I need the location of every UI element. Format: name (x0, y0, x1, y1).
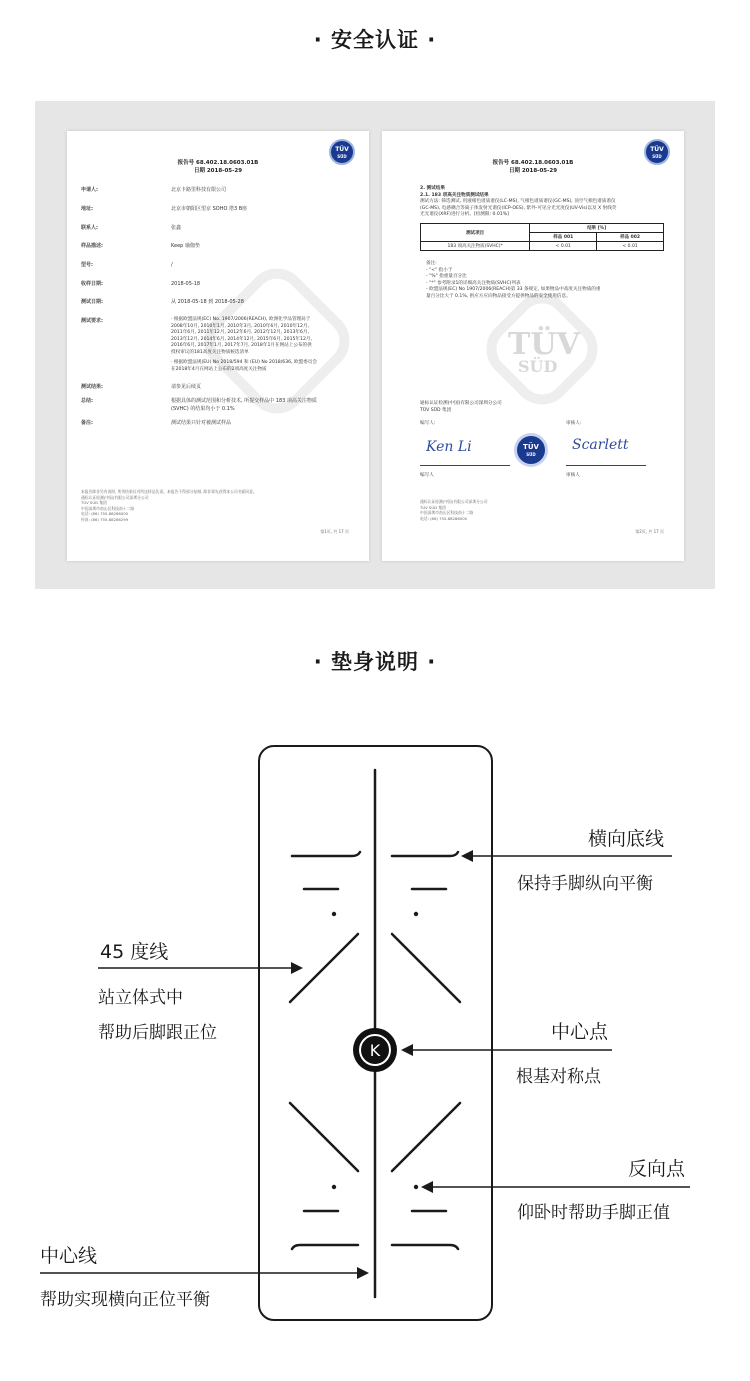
center-line-title: 中心线 (40, 1245, 98, 1267)
report-footer: 本报告除非另有说明, 所列结果仅对所送样品负责。本报告不得部分复制, 除非事先获得本公司书面同意。 通标认证检测(中国)有限公司深圳分公司 TÜV SÜD 集团 中国深圳市南山区科技南十二路 电话: (86) 755-88286000 传真: (86) 755-88286299 (81, 489, 257, 522)
reverse-point-title: 反向点 (628, 1158, 686, 1180)
dot-bottom-left (332, 1185, 336, 1189)
reviewer-label-bottom: 审核人 (566, 473, 580, 478)
line-45-title: 45 度线 (100, 941, 169, 963)
top-base-line-right (392, 852, 458, 856)
report-date: 日期 2018-05-29 (508, 168, 558, 174)
watermark-sud: SÜD (518, 357, 558, 376)
center-point-desc: 根基对称点 (516, 1067, 601, 1087)
field-row: 备注: 测试结果只针对被测试样品 (81, 420, 232, 426)
mat-description-title: · 垫身说明 · (313, 650, 437, 674)
center-line-desc: 帮助实现横向正位平衡 (40, 1290, 210, 1310)
dot-top-right (414, 912, 418, 916)
field-row: 申请人: 北京卡路里科技有限公司 (81, 187, 227, 193)
field-row: (SVHC) 的结果均小于 0.1% (171, 406, 235, 412)
field-row: 收样日期: 2018-05-18 (81, 281, 201, 287)
page-number: 第2页, 共 17 页 (635, 529, 664, 534)
field-row: 地址: 北京市朝阳区望京 SOHO 塔3 B座 (81, 206, 248, 212)
field-row: 联系人: 张鑫 (81, 225, 182, 231)
report-date: 日期 2018-05-29 (193, 168, 243, 174)
field-row: 总结: 根据具体的测试范围和分析技术, 所提交样品中 183 项高关注物质 (81, 398, 317, 404)
tuv-seal-icon: TÜV SÜD (514, 433, 548, 467)
field-row: 测试结果: 请参见后续页 (81, 384, 202, 390)
remarks: 备注: - "<" 指小于 - "%" 指重量百分比 - "*" 参考附录1的详细高关注物质(SVHC)列表 - 欧盟法规(EC) No 1907/2006(REACH)第 33 条规定, 如果物品中高度关注物质的重 量百分比大于 0.1%, 供应方应向物品接受方提供物品的安全使用信息。 (426, 261, 601, 299)
field-row: 测试要求: (81, 318, 103, 324)
field-row: 样品描述: Keep 瑜伽垫 (81, 243, 200, 249)
line-45-desc-2: 帮助后脚跟正位 (98, 1023, 217, 1043)
safety-certification-title: · 安全认证 · (313, 28, 437, 52)
diagonal-bottom-left (290, 1103, 358, 1171)
tuv-logo-icon: TÜV SÜD (329, 139, 355, 165)
report-footer: 通标认证检测(中国)有限公司深圳分公司 TÜV SÜD 集团 中国深圳市南山区科技南十二路 电话: (86) 755-88286000 (420, 499, 488, 521)
field-row: 型号: / (81, 262, 173, 268)
field-row: 测试日期: 从 2018-05-18 到 2018-05-28 (81, 299, 244, 305)
center-point-title: 中心点 (551, 1021, 609, 1043)
dot-bottom-right (414, 1185, 418, 1189)
report-number: 报告号 68.402.18.0603.01B (492, 160, 574, 166)
test-result-section: 2. 测试结果 2.1. 183 项高关注物质测试结果 测试方法: 筛选测试, 用液相色谱质谱仪(LC-MS), 气相色谱质谱仪(GC-MS), 顶空气相色谱质谱仪 (GC-MS), 电感耦合等离子体发射光谱仪(ICP-OES), 紫外-可见分光光度仪(UV-Vis)以及 X 射线荧 光光谱仪(XRF)进行分析。[检测限: 0.01%] (420, 186, 617, 217)
reviewer-signature: Scarlett (572, 437, 629, 453)
center-logo-letter: K (369, 1041, 381, 1060)
bottom-base-line-left (292, 1245, 358, 1249)
reviewer-label: 审核人: (566, 421, 582, 426)
watermark-tuv: TÜV (508, 327, 580, 362)
diagonal-bottom-right (392, 1103, 460, 1171)
issuer: 通标认证检测(中国)有限公司深圳分公司 TÜV SÜD 集团 (420, 401, 502, 413)
reverse-point-desc: 仰卧时帮助手脚正值 (517, 1203, 670, 1223)
report-number: 报告号 68.402.18.0603.01B (177, 160, 259, 166)
line-45-desc-1: 站立体式中 (98, 988, 183, 1008)
page-number: 第1页, 共 17 页 (320, 529, 349, 534)
horizontal-base-desc: 保持手脚纵向平衡 (517, 874, 653, 894)
top-base-line-left (292, 852, 360, 856)
tuv-logo-icon: TÜV SÜD (644, 139, 670, 165)
writer-label: 编写人: (420, 421, 436, 426)
writer-signature: Ken Li (426, 439, 472, 455)
results-table: 测试项目 结果 [%] 样品 001 样品 002 183 项高关注物质(SVHC)* < 0.01 < 0.01 (420, 223, 664, 251)
test-requirements: · 根据欧盟法规(EC) No. 1907/2006(REACH), 欧洲化学品管理局于 2008年10月, 2010年1月, 2010年3月, 2010年6月, 2010年12月, 2011年6月, 2011年12月, 2012年6月, 2012年12月, 2013年6月, 2013年12月, 2014年6月, 2014年12月, 2015年6月, 2015年12月, 2016年6月, 2017年1月, 2017年7月, 2018年1月在网站上公布的供 授权审议的181高度关注物质候选清单 · 根据欧盟法规(EU) No 2018/594 和 (EU) No 2018/636, 欧盟委员会 在2018年4月在网站上公布的2项高度关注物质 (171, 317, 317, 372)
dot-top-left (332, 912, 336, 916)
diagonal-top-right (392, 934, 460, 1002)
diagonal-top-left (290, 934, 358, 1002)
horizontal-base-title: 横向底线 (588, 828, 665, 850)
writer-label-bottom: 编写人 (420, 473, 434, 478)
bottom-base-line-right (392, 1245, 458, 1249)
